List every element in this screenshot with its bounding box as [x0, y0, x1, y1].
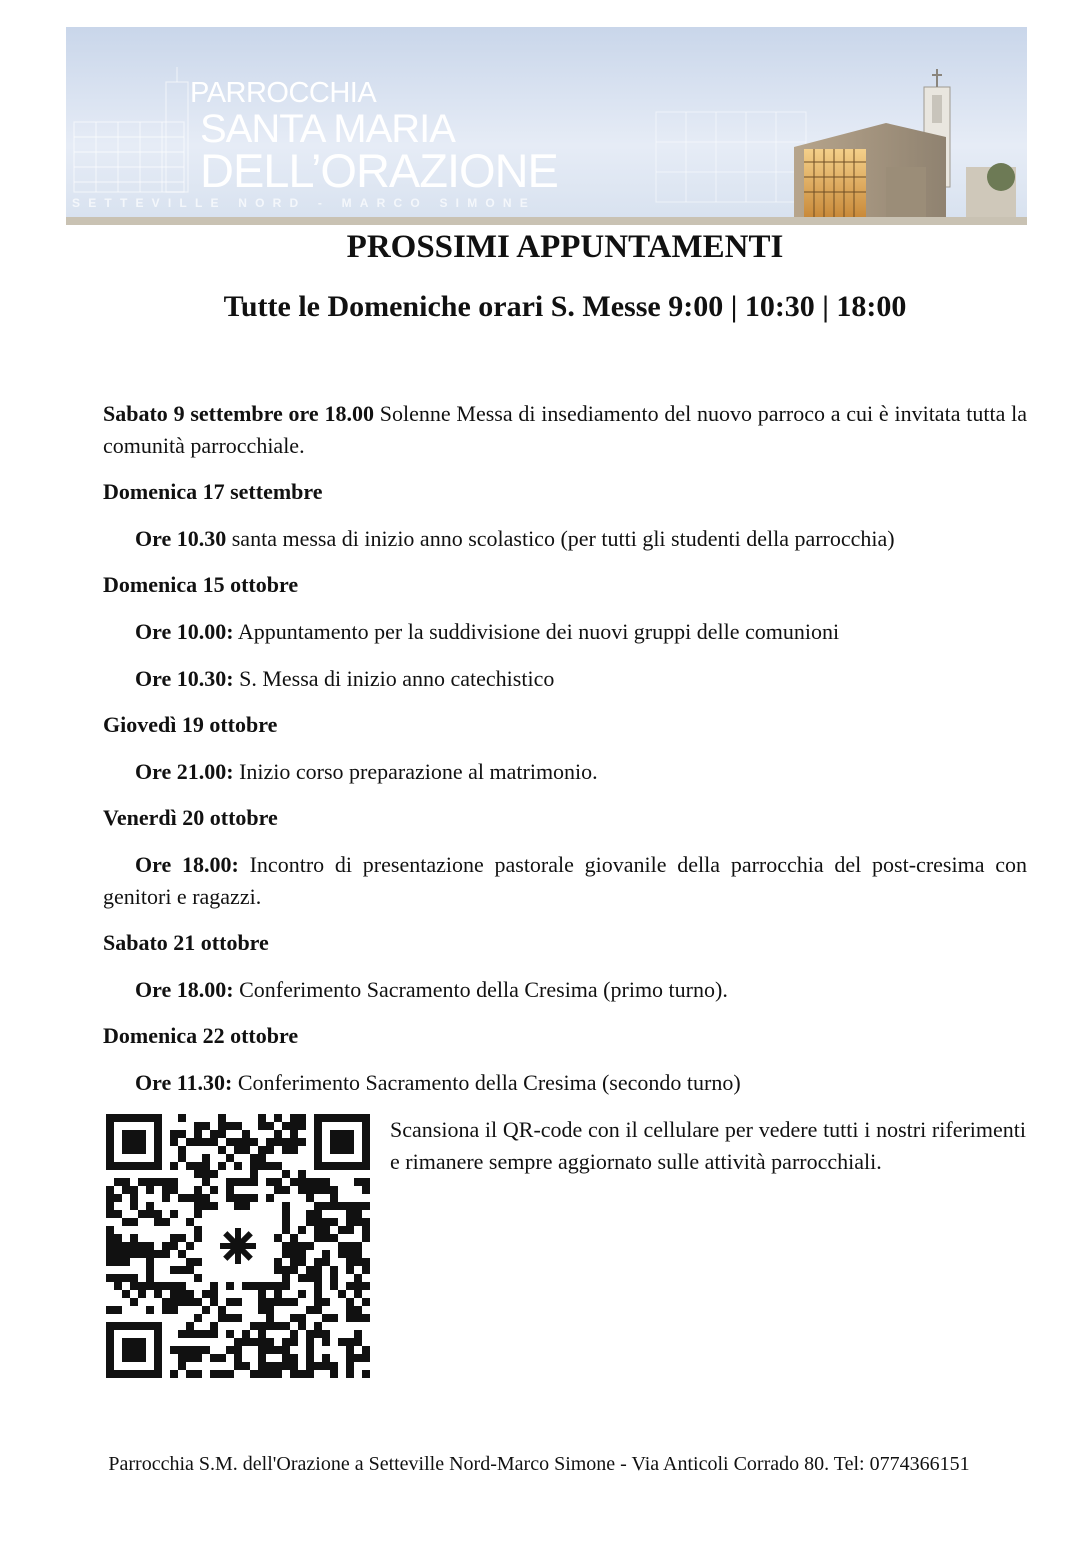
event-time: Ore 18.00:	[135, 852, 239, 877]
banner-location: SETTEVILLE NORD - MARCO SIMONE	[72, 196, 537, 210]
footer-contact: Parrocchia S.M. dell'Orazione a Setteville Nord-Marco Simone - Via Anticoli Corrado 80. Tel: 0774366151	[108, 1453, 970, 1475]
intro-event	[103, 398, 1027, 462]
page-title: PROSSIMI APPUNTAMENTI	[346, 229, 784, 265]
events-list	[103, 398, 1027, 1099]
banner-parish-name-1: SANTA MARIA	[200, 107, 455, 151]
event-text: Conferimento Sacramento della Cresima (secondo turno)	[232, 1070, 741, 1095]
event-text: S. Messa di inizio anno catechistico	[233, 666, 555, 691]
event-time: Ore 10.30	[135, 526, 227, 551]
day-heading: Domenica 17 settembre	[103, 479, 323, 504]
intro-event-text: Solenne Messa di insediamento del nuovo parroco a cui è invitata tutta la comunità parrocchiale.	[103, 401, 1027, 458]
event-item	[103, 663, 1027, 695]
event-text: Conferimento Sacramento della Cresima (primo turno).	[233, 977, 728, 1002]
day-heading: Domenica 22 ottobre	[103, 1023, 299, 1048]
banner-parish-label: PARROCCHIA	[190, 77, 377, 109]
day-heading: Sabato 21 ottobre	[103, 930, 269, 955]
event-item	[103, 849, 1027, 913]
qr-instructions: Scansiona il QR-code con il cellulare per vedere tutti i nostri riferimenti e rimanere sempre aggiornato sulle attività parrocchiali.	[390, 1117, 1026, 1174]
day-heading: Domenica 15 ottobre	[103, 572, 299, 597]
event-time: Ore 10.00:	[135, 619, 234, 644]
day-heading: Venerdì 20 ottobre	[103, 805, 278, 830]
event-text: Inizio corso preparazione al matrimonio.	[233, 759, 598, 784]
event-text: Incontro di presentazione pastorale giovanile della parrocchia del post-cresima con genitori e ragazzi.	[103, 852, 1027, 909]
mass-schedule: Tutte le Domeniche orari S. Messe 9:00 | 10:30 | 18:00	[223, 290, 907, 323]
qr-code-image	[104, 1112, 372, 1380]
event-time: Ore 11.30:	[135, 1070, 233, 1095]
event-item	[103, 756, 1027, 788]
banner-parish-name-2: DELL’ORAZIONE	[200, 144, 558, 197]
event-time: Ore 18.00:	[135, 977, 234, 1002]
event-item	[103, 974, 1027, 1006]
event-text: Appuntamento per la suddivisione dei nuovi gruppi delle comunioni	[233, 619, 840, 644]
event-text: santa messa di inizio anno scolastico (per tutti gli studenti della parrocchia)	[226, 526, 895, 551]
event-time: Ore 10.30:	[135, 666, 234, 691]
event-item	[103, 1067, 1027, 1099]
day-heading: Giovedì 19 ottobre	[103, 712, 278, 737]
event-time: Ore 21.00:	[135, 759, 234, 784]
event-item	[103, 616, 1027, 648]
qr-code[interactable]	[104, 1112, 372, 1380]
header-banner	[66, 27, 1027, 225]
event-item	[103, 523, 1027, 555]
intro-event-date: Sabato 9 settembre ore 18.00	[103, 401, 374, 426]
